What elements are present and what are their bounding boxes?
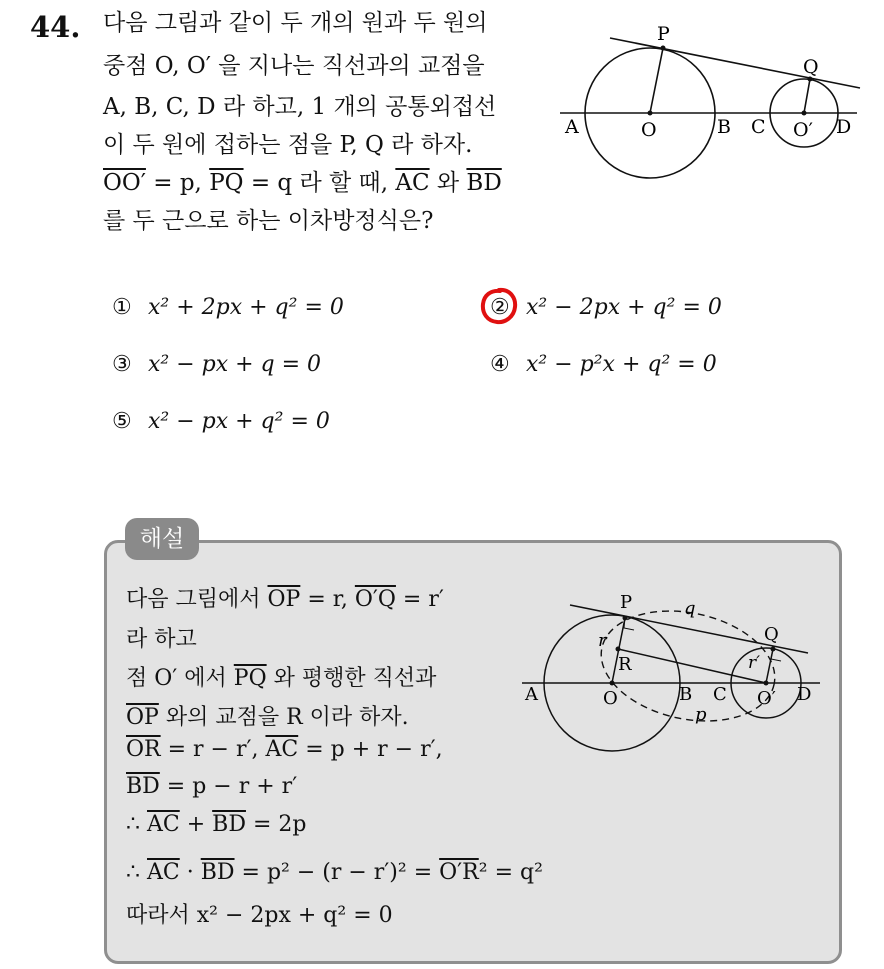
choice-5-expr: x² − px + q² = 0: [148, 409, 330, 434]
radius-op: [650, 48, 663, 113]
segment-pq: $\overline{PQ}$: [209, 170, 244, 196]
segment-ac: $\overline{AC}$: [147, 860, 180, 885]
solution-line-7: [126, 812, 306, 837]
text: 와: [429, 170, 467, 196]
text: = r′: [395, 587, 444, 612]
text: = r,: [300, 587, 355, 612]
text: ·: [179, 860, 201, 885]
segment-bd: $\overline{BD}$: [212, 812, 246, 837]
question-line-1: 다음 그림과 같이 두 개의 원과 두 원의: [103, 10, 488, 36]
segment-o-prime-r: O′R: [439, 860, 479, 885]
point-o: [648, 111, 653, 116]
label-p-length: p: [695, 704, 707, 725]
red-circle: [483, 290, 515, 322]
choice-1-expr: x² + 2px + q² = 0: [148, 295, 344, 320]
text: = p,: [145, 170, 210, 196]
text: = p² − (r − r′)² =: [234, 860, 440, 885]
label-a: A: [565, 116, 579, 138]
radius-oq: [804, 79, 810, 113]
solution-line-4: [126, 700, 409, 731]
text: ² = q²: [478, 860, 543, 885]
choice-4-expr: x² − p²x + q² = 0: [526, 352, 717, 377]
question-line-4: 이 두 원에 접하는 점을 P, Q 라 하자.: [103, 132, 473, 158]
solution-line-2: 라 하고: [126, 627, 197, 652]
label-q: Q: [803, 56, 819, 78]
label-o-prime: O′: [793, 119, 813, 141]
choice-2-expr: x² − 2px + q² = 0: [526, 295, 722, 320]
segment-or: $\overline{OR}$: [126, 737, 161, 762]
choice-3-expr: x² − px + q = 0: [148, 352, 322, 377]
choice-1-mark: ①: [112, 295, 132, 320]
label-d: D: [836, 116, 852, 138]
text: ∴: [126, 860, 147, 885]
text: 와의 교점을 R 이라 하자.: [158, 705, 409, 730]
text: 와 평행한 직선과: [266, 666, 437, 691]
segment-oo: OO′: [103, 170, 146, 196]
label-a: A: [525, 684, 538, 705]
label-b: B: [679, 684, 693, 705]
figure-solution: [520, 588, 825, 758]
point-q: [771, 647, 776, 652]
point-p: [661, 46, 666, 51]
label-d: D: [797, 684, 812, 705]
text: = p − r + r′: [159, 774, 298, 799]
solution-line-8: [126, 860, 543, 885]
point-r: [616, 647, 621, 652]
choice-1[interactable]: [112, 295, 344, 320]
text: +: [179, 812, 213, 837]
label-q: Q: [764, 624, 779, 645]
segment-ac: $\overline{AC}$: [395, 170, 430, 196]
point-p: [623, 616, 628, 621]
label-r-prime: r′: [748, 653, 760, 673]
segment-bd: $\overline{BD}$: [126, 774, 160, 799]
segment-ac: $\overline{AC}$: [147, 812, 180, 837]
segment-op: $\overline{OP}$: [267, 587, 301, 612]
solution-line-9: 따라서 x² − 2px + q² = 0: [126, 903, 393, 928]
question-line-5: [103, 168, 502, 198]
label-b: B: [717, 116, 731, 138]
question-line-2: 중점 O, O′ 을 지나는 직선과의 교점을: [103, 53, 485, 79]
question-number: 44.: [30, 10, 81, 44]
choice-4[interactable]: [490, 352, 717, 377]
choice-3[interactable]: [112, 352, 321, 377]
segment-ac: $\overline{AC}$: [265, 737, 299, 762]
label-r: r: [598, 630, 607, 651]
point-o2: [802, 111, 807, 116]
choice-5[interactable]: [112, 409, 330, 434]
text: 다음 그림에서: [126, 587, 268, 612]
text: = p + r − r′,: [298, 737, 443, 762]
label-p: P: [657, 23, 670, 45]
label-q-length: q: [684, 598, 696, 619]
tangent-line: [610, 38, 860, 88]
segment-pq: $\overline{PQ}$: [233, 666, 267, 691]
text: = q 라 할 때,: [243, 170, 396, 196]
segment-bd: $\overline{BD}$: [466, 170, 502, 196]
text: 점 O′ 에서: [126, 666, 234, 691]
choice-3-mark: ③: [112, 352, 132, 377]
solution-line-1: [126, 582, 444, 613]
choice-5-mark: ⑤: [112, 409, 132, 434]
label-o-prime: O′: [757, 688, 776, 709]
solution-line-6: [126, 774, 297, 799]
answer-circle-mark: [478, 285, 520, 327]
label-c: C: [713, 684, 727, 705]
segment-bd: $\overline{BD}$: [200, 860, 235, 885]
label-o: O: [641, 119, 657, 141]
segment-oq: O′Q: [354, 587, 396, 612]
solution-line-5: [126, 737, 443, 762]
solution-tag: 해설: [125, 518, 199, 560]
label-r-point: R: [618, 654, 632, 675]
question-line-6: 를 두 근으로 하는 이차방정식은?: [103, 208, 434, 234]
point-o: [610, 681, 615, 686]
text: = 2p: [245, 812, 307, 837]
label-p: P: [620, 592, 633, 613]
label-o: O: [603, 688, 618, 709]
label-c: C: [751, 116, 766, 138]
text: ∴: [126, 812, 147, 837]
figure-two-circles: [555, 18, 870, 193]
solution-line-3: [126, 661, 436, 692]
text: = r − r′,: [160, 737, 266, 762]
segment-op: $\overline{OP}$: [126, 705, 159, 730]
choice-4-mark: ④: [490, 352, 510, 377]
choice-2-mark: ②: [490, 295, 510, 320]
question-line-3: A, B, C, D 라 하고, 1 개의 공통외접선: [103, 94, 497, 120]
choice-2[interactable]: [490, 295, 722, 320]
point-o2: [764, 681, 769, 686]
parallel-line: [618, 649, 766, 683]
